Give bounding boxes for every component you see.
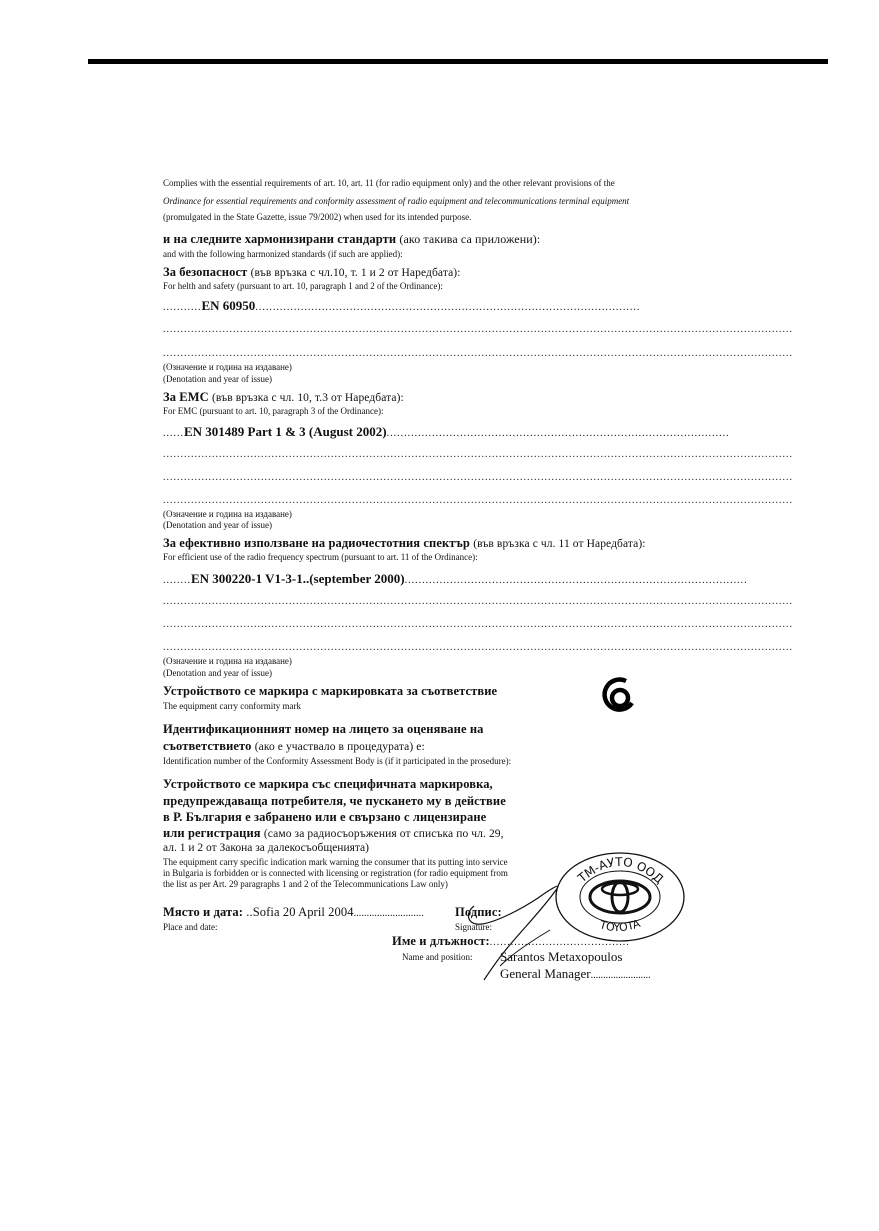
spectrum-trailing-dots: .................................................................................................. [404,575,748,586]
specific-mark-heading-4 [163,826,504,841]
specific-mark-en-2: in Bulgaria is forbidden or is connected with licensing or registration (for radio equipment from [163,868,508,878]
specific-mark-en-3: the list as per Art. 29 paragraphs 1 and 2 of the Telecommunications Law only) [163,879,448,889]
conformity-mark-en: The equipment carry conformity mark [163,701,301,711]
spectrum-blank-line-3: .................................................................................................................................................................................... [163,642,793,653]
identification-bg-1: Идентификационният номер на лицето за оценяване на [163,722,484,736]
safety-standard: EN 60950 [201,298,256,313]
place-date-dots: ........................... [353,908,424,919]
spectrum-lead-dots: ........ [163,575,191,586]
safety-blank-line-1: .................................................................................................................................................................................... [163,324,793,335]
specific-mark-en-1: The equipment carry specific indication mark warning the consumer that its putting into service [163,857,508,867]
specific-mark-bg-4: или регистрация [163,826,261,840]
conformity-mark-bg: Устройството се маркира с маркировката за съответствие [163,684,498,698]
spectrum-standard: EN 300220-1 V1-3-1..(september 2000) [191,571,405,586]
safety-lead-dots: ........... [163,302,202,313]
spectrum-note: (във връзка с чл. 11 от Наредбата): [473,538,646,550]
conformity-mark-icon [602,677,638,713]
signer-name: Sarantos Metaxopoulos [500,949,623,964]
place-date-line [163,905,424,920]
signer-position-dots: ........................ [590,970,651,981]
spectrum-denotation-en: (Denotation and year of issue) [163,668,272,678]
safety-heading [163,265,461,280]
safety-note: (във връзка с чл.10, т. 1 и 2 от Наредбата): [250,267,461,279]
stamp-top-text: ТМ-АУТО ООД [575,854,667,887]
emc-note: (във връзка с чл. 10, т.3 от Наредбата): [211,392,404,404]
harmonized-heading [163,232,540,247]
place-date-en: Place and date: [163,922,218,932]
name-position-line [392,934,630,949]
safety-denotation-bg: (Означение и година на издаване) [163,362,292,372]
place-date-value: ..Sofia 20 April 2004 [246,905,354,919]
emc-denotation-bg: (Означение и година на издаване) [163,509,292,519]
spectrum-bg: За ефективно използване на радиочестотния спектър [163,536,470,550]
complies-line-1: Complies with the essential requirements of art. 10, art. 11 (for radio equipment only) and the other relevant provisions of the [163,178,615,188]
spectrum-standard-line [163,571,748,587]
spectrum-blank-line-1: .................................................................................................................................................................................... [163,596,793,607]
spectrum-denotation-bg: (Означение и година на издаване) [163,656,292,666]
emc-standard-line [163,424,730,440]
emc-heading [163,390,404,405]
signature-en: Signature: [455,922,492,932]
identification-note: (ако е участвало в процедурата) е: [254,741,425,753]
emc-trailing-dots: .................................................................................................. [386,428,730,439]
spectrum-blank-line-2: .................................................................................................................................................................................... [163,619,793,630]
name-position-en: Name and position: [402,952,473,962]
svg-text:TOYOTA [597,917,642,934]
safety-standard-line [163,298,640,314]
emc-blank-line-1: .................................................................................................................................................................................... [163,449,793,460]
signer-position: General Manager [500,966,591,981]
safety-denotation-en: (Denotation and year of issue) [163,374,272,384]
specific-mark-bg-5: ал. 1 и 2 от Закона за далекосъобщенията) [163,842,369,854]
identification-en: Identification number of the Conformity Assessment Body is (if it participated in the prosedure): [163,756,512,766]
signature-label: Подпис: [455,905,502,919]
safety-en: For helth and safety (pursuant to art. 10, paragraph 1 and 2 of the Ordinance): [163,281,443,291]
harmonized-en: and with the following harmonized standards (if such are applied): [163,249,403,259]
complies-line-3: (promulgated in the State Gazette, issue 79/2002) when used for its intended purpose. [163,212,472,222]
safety-blank-line-2: .................................................................................................................................................................................... [163,348,793,359]
signer-position-line [500,966,651,982]
identification-heading-2 [163,739,425,754]
safety-bg: За безопасност [163,265,248,279]
place-date-label: Място и дата: [163,905,244,919]
emc-lead-dots: ...... [163,428,184,439]
emc-blank-line-3: .................................................................................................................................................................................... [163,495,793,506]
spectrum-en: For efficient use of the radio frequency spectrum (pursuant to art. 11 of the Ordinance): [163,552,478,562]
name-position-label: Име и длъжност: [392,934,490,948]
complies-line-2: Ordinance for essential requirements and conformity assessment of radio equipment and telecommunications terminal equipment [163,196,630,206]
safety-trailing-dots: .............................................................................................................. [255,302,641,313]
specific-mark-note: (само за радиосъоръжения от списъка по чл. 29, [263,828,504,840]
harmonized-note: (ако такива са приложени): [399,232,541,246]
emc-bg: За ЕМС [163,390,209,404]
emc-en: For EMC (pursuant to art. 10, paragraph 3 of the Ordinance): [163,406,384,416]
specific-mark-bg-2: предупреждаваща потребителя, че пускането му в действие [163,794,506,808]
harmonized-bg: и на следните хармонизирани стандарти [163,232,397,246]
specific-mark-bg-3: в Р. България е забранено или е свързано с лицензиране [163,810,487,824]
emc-standard: EN 301489 Part 1 & 3 (August 2002) [184,424,387,439]
emc-blank-line-2: .................................................................................................................................................................................... [163,472,793,483]
spectrum-heading [163,536,646,551]
name-position-dots: ........................................ [489,937,630,948]
identification-bg-2: съответствието [163,739,252,753]
specific-mark-bg-1: Устройството се маркира със специфичната маркировка, [163,777,493,791]
emc-denotation-en: (Denotation and year of issue) [163,520,272,530]
stamp-bottom-text: TOYOTA [598,916,643,935]
